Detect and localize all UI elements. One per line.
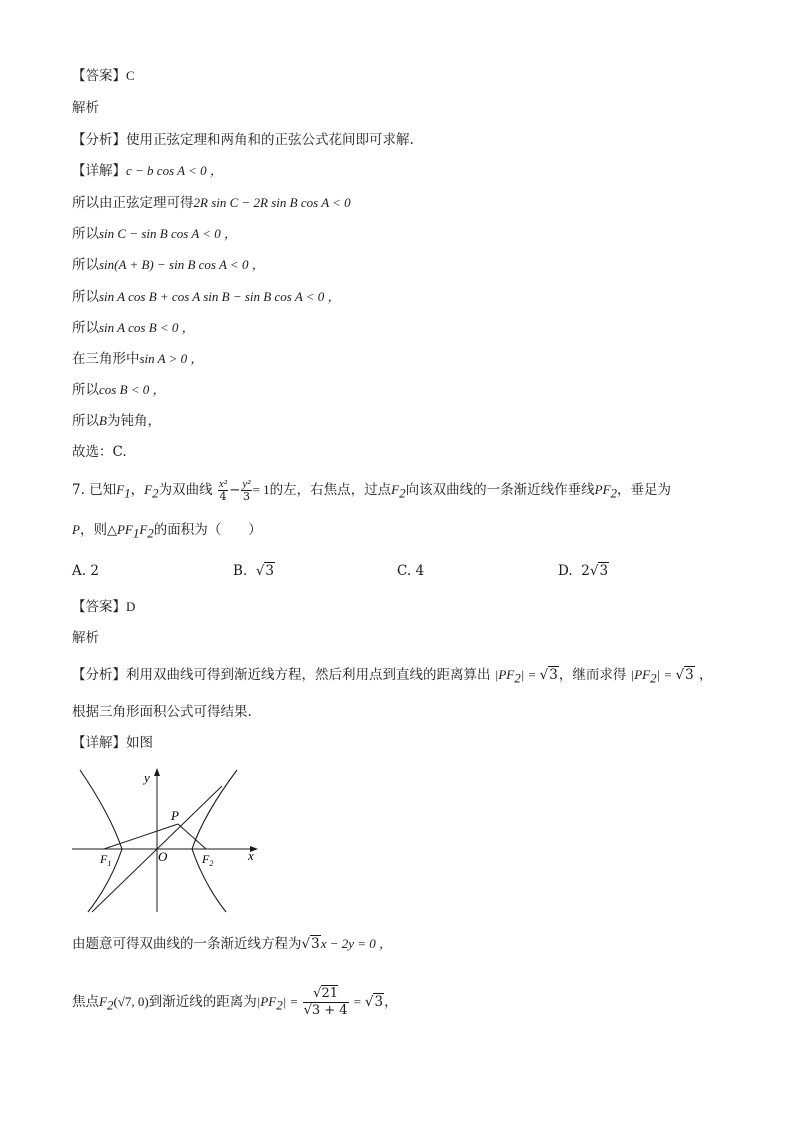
- q7-detail-line-b: 焦点$F_2(√7$, 0)到渐近线的距离为$|PF_2|$ = $\frac{√21}{√3 + 4}$ = √3，: [72, 986, 398, 1018]
- f1-label: $F_1$: [100, 852, 112, 868]
- question-number: 7.: [72, 482, 85, 498]
- q7-fenxi-line2: 根据三角形面积公式可得结果.: [72, 704, 252, 720]
- choice-c: C. 4: [397, 563, 425, 579]
- q6-step: 所以cos B < 0 ，: [72, 382, 166, 398]
- q7-fenxi-line: 【分析】利用双曲线可得到渐近线方程，然后利用点到直线的距离算出 $|PF_2| = √3$，继而求得 $|PF_2| = √3$ ，: [72, 667, 713, 686]
- q6-analysis-heading: 解析: [72, 100, 99, 116]
- hyperbola-figure: [72, 762, 264, 916]
- segment-pf1: [104, 824, 178, 849]
- distance-fraction: $\frac{√21}{√3 + 4}$: [303, 986, 348, 1018]
- p-label: P: [171, 808, 179, 823]
- q6-choose-line: 故选：C.: [72, 444, 127, 460]
- hyperbola-left-branch: [80, 770, 122, 912]
- q7-question-line2: P，则$\triangle PF_1F_2$的面积为（ ）: [72, 522, 262, 541]
- choice-d: D. 2√3: [558, 563, 609, 579]
- q7-answer-line: 【答案】D: [72, 599, 136, 615]
- sqrt-symbol: √3: [255, 563, 275, 579]
- sqrt-symbol: √3: [589, 563, 609, 579]
- q6-answer-line: [72, 66, 135, 86]
- hyperbola-right-branch: [192, 770, 237, 912]
- y-label: y: [144, 770, 150, 785]
- choice-a: A. 2: [72, 563, 99, 579]
- choice-b: B. √3: [233, 563, 275, 579]
- q6-fenxi-line: 【分析】使用正弦定理和两角和的正弦公式花间即可求解.: [72, 132, 414, 148]
- q6-step: 在三角形中sin A > 0 ，: [72, 351, 204, 367]
- answer-value: C: [126, 68, 135, 83]
- q6-step: 所以由正弦定理可得2R sin C − 2R sin B cos A < 0: [72, 195, 351, 211]
- q7-detail-line-a: 由题意可得双曲线的一条渐近线方程为√3x − 2y = 0 ，: [72, 936, 393, 952]
- f2-label: $F_2$: [202, 852, 214, 868]
- q6-xiangjie-line: 【详解】c − b cos A < 0 ，: [72, 163, 223, 179]
- x2-over-4: $\frac{\text{x²}}{4}$: [218, 478, 228, 503]
- q6-step: 所以sin(A + B) − sin B cos A < 0 ，: [72, 257, 265, 273]
- q6-step: 所以sin C − sin B cos A < 0 ，: [72, 226, 238, 242]
- answer-label: 【答案】: [72, 68, 126, 84]
- segment-pf2: [178, 824, 206, 849]
- q6-step: 所以sin A cos B + cos A sin B − sin B cos A < 0 ，: [72, 289, 341, 305]
- q7-question-line1: 7. 已知$F_1$，$F_2$为双曲线 $\frac{\text{x²}}{4}$ − $\frac{\text{y²}}{3}$ = 1的左，右焦点，过点$F_2$向该双曲线的一条渐近线作垂线$PF_2$，垂足为: [72, 478, 672, 503]
- q6-step: 所以B为钝角，: [72, 413, 161, 429]
- o-label: O: [158, 849, 168, 864]
- y2-over-3: $\frac{\text{y²}}{3}$: [242, 478, 251, 503]
- q6-step: 所以sin A cos B < 0 ，: [72, 320, 195, 336]
- x-label: x: [248, 848, 254, 863]
- q7-analysis-heading: 解析: [72, 630, 99, 646]
- y-axis-arrow: [154, 768, 160, 776]
- q7-xiangjie-line: 【详解】如图: [72, 735, 153, 751]
